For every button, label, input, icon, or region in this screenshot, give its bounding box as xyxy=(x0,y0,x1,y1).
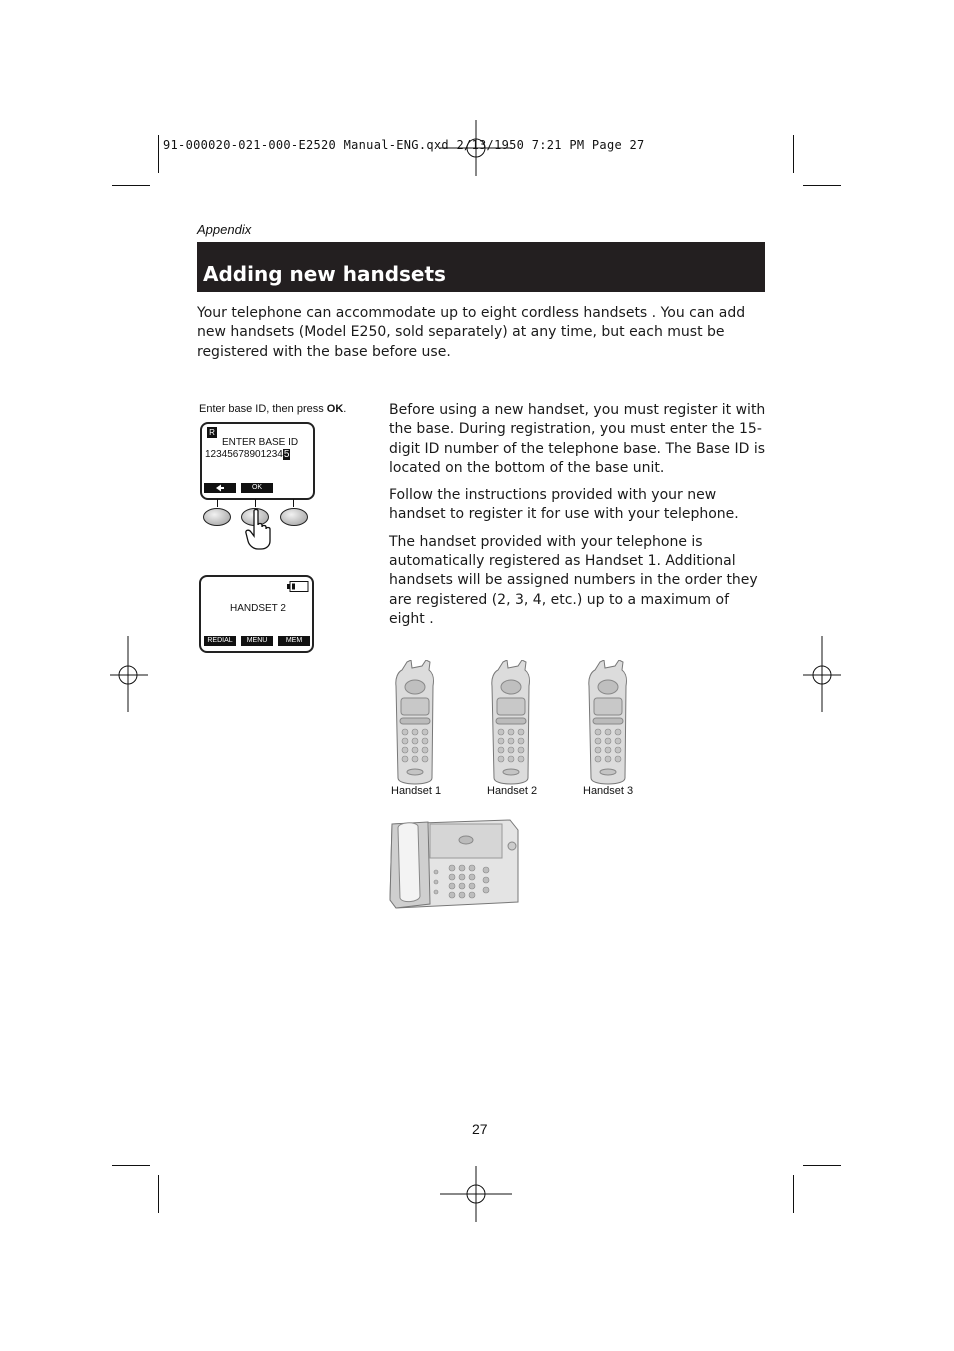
registration-mark-left xyxy=(110,636,150,716)
softkey-mem[interactable]: MEM xyxy=(278,636,310,646)
page-number: 27 xyxy=(472,1121,488,1137)
softkey-redial[interactable]: REDIAL xyxy=(204,636,236,646)
handset-1-label: Handset 1 xyxy=(391,785,442,797)
title-bar xyxy=(197,242,765,292)
body-paragraph-2: Follow the instructions provided with your new handset to register it for use with your telephone. xyxy=(389,487,739,523)
softkey-menu[interactable]: MENU xyxy=(241,636,273,646)
base-unit-icon xyxy=(388,816,523,911)
handset-3-label: Handset 3 xyxy=(583,785,634,797)
base-id-digits: 12345678901234 xyxy=(205,449,283,460)
body-text xyxy=(389,401,769,637)
figure1-caption-prefix: Enter base ID, then press xyxy=(199,403,327,415)
handset-2 xyxy=(486,660,536,785)
softkey-ok[interactable]: OK xyxy=(241,483,273,493)
left-softkey-button[interactable] xyxy=(203,508,231,526)
back-arrow-icon xyxy=(215,484,225,492)
handset-1 xyxy=(390,660,440,785)
body-paragraph-3: The handset provided with your telephone is automatically registered as Handset 1. Additional handsets will be assigned numbers in the order they are registered (2, 3, 4, etc.) up to a maximum of eight . xyxy=(389,533,758,627)
softkey-back[interactable] xyxy=(204,483,236,493)
lcd-enter-base-id xyxy=(200,422,315,500)
cordless-handset-icon xyxy=(390,660,440,785)
handset-buttons xyxy=(200,497,320,557)
intro-paragraph: Your telephone can accommodate up to eight cordless handsets . You can add new handsets (Model E250, sold separately) at any time, but each must be registered with the base before use. xyxy=(197,305,746,360)
cursor-digit: 5 xyxy=(283,449,290,460)
handset-2-label: Handset 2 xyxy=(487,785,538,797)
section-label: Appendix xyxy=(197,222,252,237)
r-badge: R xyxy=(207,427,217,438)
right-softkey-button[interactable] xyxy=(280,508,308,526)
figure1-caption-suffix: . xyxy=(343,403,347,415)
figure1-caption-key: OK xyxy=(326,403,344,415)
lcd-handset-label: HANDSET 2 xyxy=(230,603,286,614)
pointing-hand-icon xyxy=(245,509,273,551)
cordless-handset-icon xyxy=(583,660,633,785)
registration-mark-right xyxy=(803,636,843,716)
battery-icon xyxy=(287,581,309,592)
lcd-line-enter-base-id: ENTER BASE ID xyxy=(222,437,299,448)
registration-mark-bottom xyxy=(440,1166,520,1226)
cordless-handset-icon xyxy=(486,660,536,785)
lcd-handset-2 xyxy=(199,575,314,653)
body-paragraph-1: Before using a new handset, you must register it with the base. During registration, you must enter the 15-digit ID number of the telephone base. The Base ID is located on the bottom of the base unit. xyxy=(389,402,766,476)
figure1-caption xyxy=(199,403,346,415)
lcd-line-digits xyxy=(205,449,290,460)
page-title: Adding new handsets xyxy=(203,262,446,286)
handset-3 xyxy=(583,660,633,785)
print-slug-line: 91-000020-021-000-E2520 Manual-ENG.qxd 2/13/1950 7:21 PM Page 27 xyxy=(163,138,645,152)
